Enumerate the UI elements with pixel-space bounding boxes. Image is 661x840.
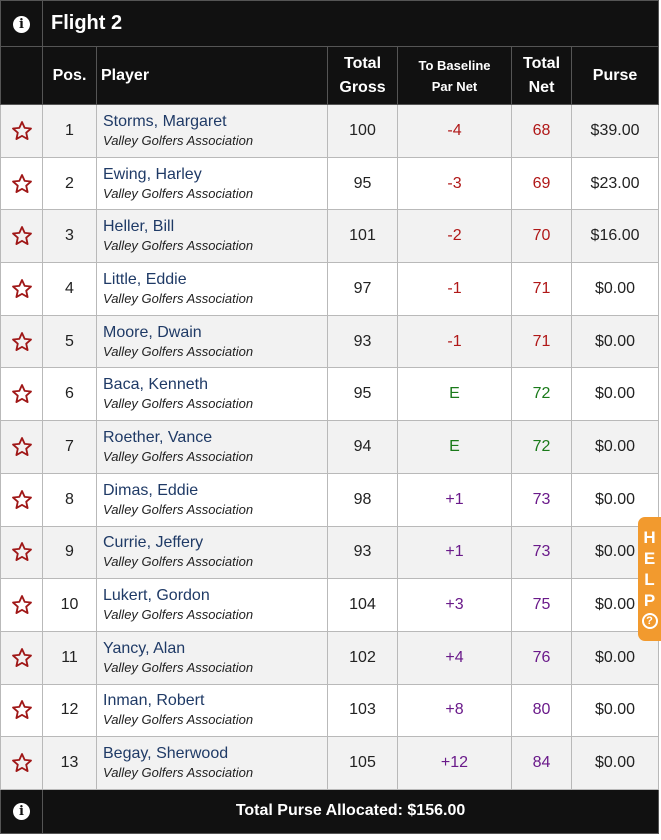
header-total-net-line2: Net [528, 78, 555, 96]
info-icon: i [13, 803, 30, 820]
total-net-cell: 75 [512, 579, 572, 632]
player-name-link[interactable]: Little, Eddie [103, 270, 187, 288]
star-icon [1, 383, 42, 405]
player-club: Valley Golfers Association [103, 185, 254, 201]
leaderboard-body [1, 105, 659, 790]
favorite-toggle[interactable] [1, 579, 43, 632]
favorite-toggle[interactable] [1, 737, 43, 790]
star-icon [1, 436, 42, 458]
player-name-link[interactable]: Baca, Kenneth [103, 376, 208, 394]
footer-info-button[interactable] [1, 789, 43, 833]
player-club: Valley Golfers Association [103, 554, 254, 570]
to-baseline-cell: -3 [398, 157, 512, 210]
table-row [1, 368, 659, 421]
total-net-cell: 70 [512, 210, 572, 263]
total-net-cell: 73 [512, 473, 572, 526]
position-cell: 8 [43, 473, 97, 526]
total-gross-cell: 98 [328, 473, 398, 526]
table-row [1, 631, 659, 684]
to-baseline-cell: -1 [398, 315, 512, 368]
total-purse-allocated: Total Purse Allocated: $156.00 [43, 789, 659, 833]
total-gross-cell: 100 [328, 105, 398, 158]
player-cell [97, 526, 328, 579]
player-cell [97, 737, 328, 790]
total-net-cell: 69 [512, 157, 572, 210]
position-cell: 4 [43, 263, 97, 316]
favorite-toggle[interactable] [1, 315, 43, 368]
help-letter: H [643, 528, 656, 547]
position-cell: 2 [43, 157, 97, 210]
player-name-link[interactable]: Storms, Margaret [103, 112, 227, 130]
footer-bar [1, 789, 659, 833]
table-row [1, 526, 659, 579]
player-name-link[interactable]: Roether, Vance [103, 428, 213, 446]
favorite-toggle[interactable] [1, 210, 43, 263]
star-icon [1, 541, 42, 563]
header-purse: Purse [572, 47, 659, 105]
favorite-toggle[interactable] [1, 421, 43, 474]
position-cell: 10 [43, 579, 97, 632]
to-baseline-cell: +1 [398, 526, 512, 579]
total-gross-cell: 104 [328, 579, 398, 632]
to-baseline-cell: +8 [398, 684, 512, 737]
to-baseline-cell: -1 [398, 263, 512, 316]
header-to-baseline [398, 47, 512, 105]
position-cell: 9 [43, 526, 97, 579]
total-net-cell: 72 [512, 421, 572, 474]
star-icon [1, 647, 42, 669]
player-name-link[interactable]: Yancy, Alan [103, 639, 186, 657]
player-cell [97, 263, 328, 316]
help-letter: L [644, 570, 655, 589]
player-club: Valley Golfers Association [103, 238, 254, 254]
to-baseline-cell: E [398, 368, 512, 421]
header-to-baseline-line1: To Baseline [418, 57, 491, 73]
flight-title-bar [1, 1, 659, 47]
total-net-cell: 71 [512, 263, 572, 316]
total-net-cell: 68 [512, 105, 572, 158]
star-icon [1, 594, 42, 616]
table-row [1, 157, 659, 210]
player-name-link[interactable]: Moore, Dwain [103, 323, 202, 341]
purse-cell: $16.00 [572, 210, 659, 263]
total-net-cell: 76 [512, 631, 572, 684]
purse-cell: $23.00 [572, 157, 659, 210]
star-icon [1, 120, 42, 142]
player-cell [97, 684, 328, 737]
player-club: Valley Golfers Association [103, 712, 254, 728]
player-cell [97, 421, 328, 474]
purse-cell: $39.00 [572, 105, 659, 158]
star-icon [1, 699, 42, 721]
total-gross-cell: 105 [328, 737, 398, 790]
purse-cell: $0.00 [572, 421, 659, 474]
purse-cell: $0.00 [572, 631, 659, 684]
favorite-toggle[interactable] [1, 263, 43, 316]
header-total-gross [328, 47, 398, 105]
table-row [1, 210, 659, 263]
player-cell [97, 579, 328, 632]
position-cell: 5 [43, 315, 97, 368]
position-cell: 7 [43, 421, 97, 474]
position-cell: 11 [43, 631, 97, 684]
favorite-toggle[interactable] [1, 368, 43, 421]
to-baseline-cell: E [398, 421, 512, 474]
to-baseline-cell: +1 [398, 473, 512, 526]
total-gross-cell: 97 [328, 263, 398, 316]
header-total-net-line1: Total [522, 54, 561, 72]
total-gross-cell: 102 [328, 631, 398, 684]
total-gross-cell: 103 [328, 684, 398, 737]
player-club: Valley Golfers Association [103, 659, 254, 675]
player-cell [97, 368, 328, 421]
star-icon [1, 225, 42, 247]
position-cell: 1 [43, 105, 97, 158]
total-net-cell: 71 [512, 315, 572, 368]
total-gross-cell: 94 [328, 421, 398, 474]
total-net-cell: 84 [512, 737, 572, 790]
star-icon [1, 752, 42, 774]
player-name-link[interactable]: Lukert, Gordon [103, 587, 210, 605]
player-cell [97, 157, 328, 210]
star-icon [1, 173, 42, 195]
star-icon [1, 278, 42, 300]
player-name-link[interactable]: Ewing, Harley [103, 165, 202, 183]
column-header-row [1, 47, 659, 105]
position-cell: 3 [43, 210, 97, 263]
player-name-link[interactable]: Heller, Bill [103, 218, 175, 236]
player-club: Valley Golfers Association [103, 290, 254, 306]
question-icon: ? [642, 613, 658, 629]
purse-cell: $0.00 [572, 368, 659, 421]
purse-cell: $0.00 [572, 684, 659, 737]
purse-cell: $0.00 [572, 473, 659, 526]
favorite-toggle[interactable] [1, 684, 43, 737]
player-club: Valley Golfers Association [103, 607, 254, 623]
total-gross-cell: 95 [328, 368, 398, 421]
header-pos: Pos. [43, 47, 97, 105]
player-cell [97, 105, 328, 158]
help-letter: E [643, 549, 656, 568]
total-net-cell: 72 [512, 368, 572, 421]
purse-cell: $0.00 [572, 737, 659, 790]
player-cell [97, 631, 328, 684]
player-name-link[interactable]: Begay, Sherwood [103, 745, 229, 763]
total-gross-cell: 95 [328, 157, 398, 210]
player-cell [97, 315, 328, 368]
position-cell: 12 [43, 684, 97, 737]
star-icon [1, 331, 42, 353]
header-total-gross-line1: Total [343, 54, 382, 72]
flight-info-button[interactable] [1, 1, 43, 47]
player-name-link[interactable]: Dimas, Eddie [103, 481, 199, 499]
favorite-toggle[interactable] [1, 157, 43, 210]
favorite-toggle[interactable] [1, 631, 43, 684]
star-icon [1, 489, 42, 511]
favorite-toggle[interactable] [1, 473, 43, 526]
favorite-toggle[interactable] [1, 526, 43, 579]
player-name-link[interactable]: Inman, Robert [103, 692, 205, 710]
to-baseline-cell: -4 [398, 105, 512, 158]
purse-cell: $0.00 [572, 526, 659, 579]
to-baseline-cell: +4 [398, 631, 512, 684]
player-club: Valley Golfers Association [103, 448, 254, 464]
player-club: Valley Golfers Association [103, 501, 254, 517]
player-club: Valley Golfers Association [103, 132, 254, 148]
total-gross-cell: 93 [328, 526, 398, 579]
help-tab-label [643, 527, 655, 611]
total-gross-cell: 101 [328, 210, 398, 263]
table-row [1, 421, 659, 474]
info-icon: i [13, 16, 30, 33]
player-club: Valley Golfers Association [103, 396, 254, 412]
flight-title: Flight 2 [43, 1, 659, 47]
to-baseline-cell: -2 [398, 210, 512, 263]
header-player: Player [97, 47, 328, 105]
purse-cell: $0.00 [572, 315, 659, 368]
table-row [1, 315, 659, 368]
header-to-baseline-line2: Par Net [431, 78, 478, 94]
total-gross-cell: 93 [328, 315, 398, 368]
player-cell [97, 210, 328, 263]
purse-cell: $0.00 [572, 263, 659, 316]
table-row [1, 105, 659, 158]
player-name-link[interactable]: Currie, Jeffery [103, 534, 204, 552]
purse-cell: $0.00 [572, 579, 659, 632]
help-tab[interactable] [638, 517, 661, 641]
player-cell [97, 473, 328, 526]
table-row [1, 737, 659, 790]
header-favorite [1, 47, 43, 105]
table-row [1, 684, 659, 737]
player-club: Valley Golfers Association [103, 343, 254, 359]
to-baseline-cell: +12 [398, 737, 512, 790]
position-cell: 6 [43, 368, 97, 421]
table-row [1, 473, 659, 526]
table-row [1, 263, 659, 316]
total-net-cell: 80 [512, 684, 572, 737]
header-total-net [512, 47, 572, 105]
player-club: Valley Golfers Association [103, 765, 254, 781]
total-net-cell: 73 [512, 526, 572, 579]
table-row [1, 579, 659, 632]
header-total-gross-line2: Gross [339, 78, 386, 96]
help-letter: P [643, 591, 656, 610]
favorite-toggle[interactable] [1, 105, 43, 158]
to-baseline-cell: +3 [398, 579, 512, 632]
position-cell: 13 [43, 737, 97, 790]
